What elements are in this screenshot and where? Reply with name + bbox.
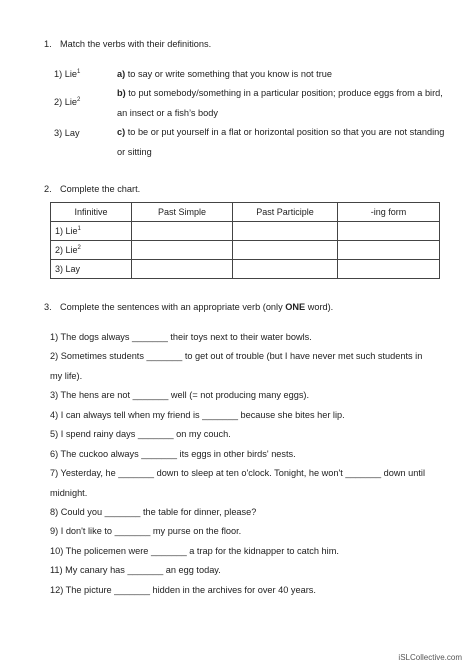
answer-cell[interactable]	[132, 241, 233, 260]
chart-header-row	[51, 203, 440, 222]
answer-cell[interactable]	[338, 260, 440, 279]
answer-cell[interactable]	[338, 222, 440, 241]
row-2-label: 2) Lie	[55, 245, 78, 255]
match-item-1-sup: 1	[76, 69, 81, 75]
definition-b	[117, 83, 447, 123]
section3-title-bold: ONE	[285, 302, 306, 312]
section1-title-text: Match the verbs with their definitions.	[60, 39, 212, 49]
section2-title	[44, 184, 140, 194]
answer-cell[interactable]	[132, 260, 233, 279]
definition-a-key: a)	[117, 69, 126, 79]
header-ing-form: -ing form	[338, 203, 440, 222]
definition-b-text: to put somebody/something in a particular position; produce eggs from a bird, an insect or a fish’s body	[117, 88, 443, 118]
match-item-3-label: 3) Lay	[54, 128, 80, 138]
section3-number: 3.	[44, 302, 52, 312]
site-brand: iSLCollective.com	[398, 653, 462, 662]
match-item-2	[54, 97, 80, 107]
row-2-sup: 2	[77, 245, 81, 251]
header-infinitive: Infinitive	[51, 203, 132, 222]
section1-title	[44, 39, 211, 49]
definition-a-text: to say or write something that you know is not true	[125, 69, 332, 79]
chart-row-label	[51, 260, 132, 279]
sentence-9: 9) I don't like to _______ my purse on the floor.	[50, 526, 242, 536]
chart-row-label	[51, 241, 132, 260]
sentence-12: 12) The picture _______ hidden in the archives for over 40 years.	[50, 585, 316, 595]
sentence-8: 8) Could you _______ the table for dinner, please?	[50, 507, 257, 517]
definition-c-text: to be or put yourself in a flat or horizontal position so that you are not standing or sitting	[117, 127, 445, 157]
definition-b-key: b)	[117, 88, 126, 98]
match-item-2-sup: 2	[76, 97, 81, 103]
sentence-2: 2) Sometimes students _______ to get out of trouble (but I have never met such students in my life).	[50, 351, 423, 381]
section2-number: 2.	[44, 184, 52, 194]
sentence-10: 10) The policemen were _______ a trap for the kidnapper to catch him.	[50, 546, 339, 556]
sentence-6: 6) The cuckoo always _______ its eggs in other birds' nests.	[50, 449, 296, 459]
section2-title-text: Complete the chart.	[60, 184, 141, 194]
section3-title-post: word).	[305, 302, 334, 312]
definition-c-key: c)	[117, 127, 126, 137]
chart-row	[51, 222, 440, 241]
sentence-4: 4) I can always tell when my friend is _______ because she bites her lip.	[50, 410, 345, 420]
section1-number: 1.	[44, 39, 52, 49]
row-1-sup: 1	[77, 226, 81, 232]
section3-title-pre: Complete the sentences with an appropriate verb (only	[60, 302, 286, 312]
sentence-1: 1) The dogs always _______ their toys next to their water bowls.	[50, 332, 312, 342]
sentence-5: 5) I spend rainy days _______ on my couch.	[50, 429, 231, 439]
answer-cell[interactable]	[233, 260, 338, 279]
match-item-2-label: 2) Lie	[54, 97, 77, 107]
sentence-7: 7) Yesterday, he _______ down to sleep at ten o'clock. Tonight, he won't _______ down until midnight.	[50, 468, 426, 498]
section3-title	[44, 302, 333, 312]
row-3-label: 3) Lay	[55, 264, 81, 274]
chart-row	[51, 241, 440, 260]
row-1-label: 1) Lie	[55, 226, 78, 236]
chart-row-label	[51, 222, 132, 241]
match-item-1-label: 1) Lie	[54, 69, 77, 79]
answer-cell[interactable]	[233, 241, 338, 260]
definition-c	[117, 122, 447, 162]
answer-cell[interactable]	[338, 241, 440, 260]
match-item-1	[54, 69, 80, 79]
answer-cell[interactable]	[132, 222, 233, 241]
chart-row	[51, 260, 440, 279]
sentence-11: 11) My canary has _______ an egg today.	[50, 565, 221, 575]
header-past-simple: Past Simple	[132, 203, 233, 222]
answer-cell[interactable]	[233, 222, 338, 241]
definition-a	[117, 64, 447, 84]
sentence-3: 3) The hens are not _______ well (= not producing many eggs).	[50, 390, 310, 400]
header-past-participle: Past Participle	[233, 203, 338, 222]
verb-chart	[50, 202, 440, 279]
match-item-3	[54, 128, 80, 138]
